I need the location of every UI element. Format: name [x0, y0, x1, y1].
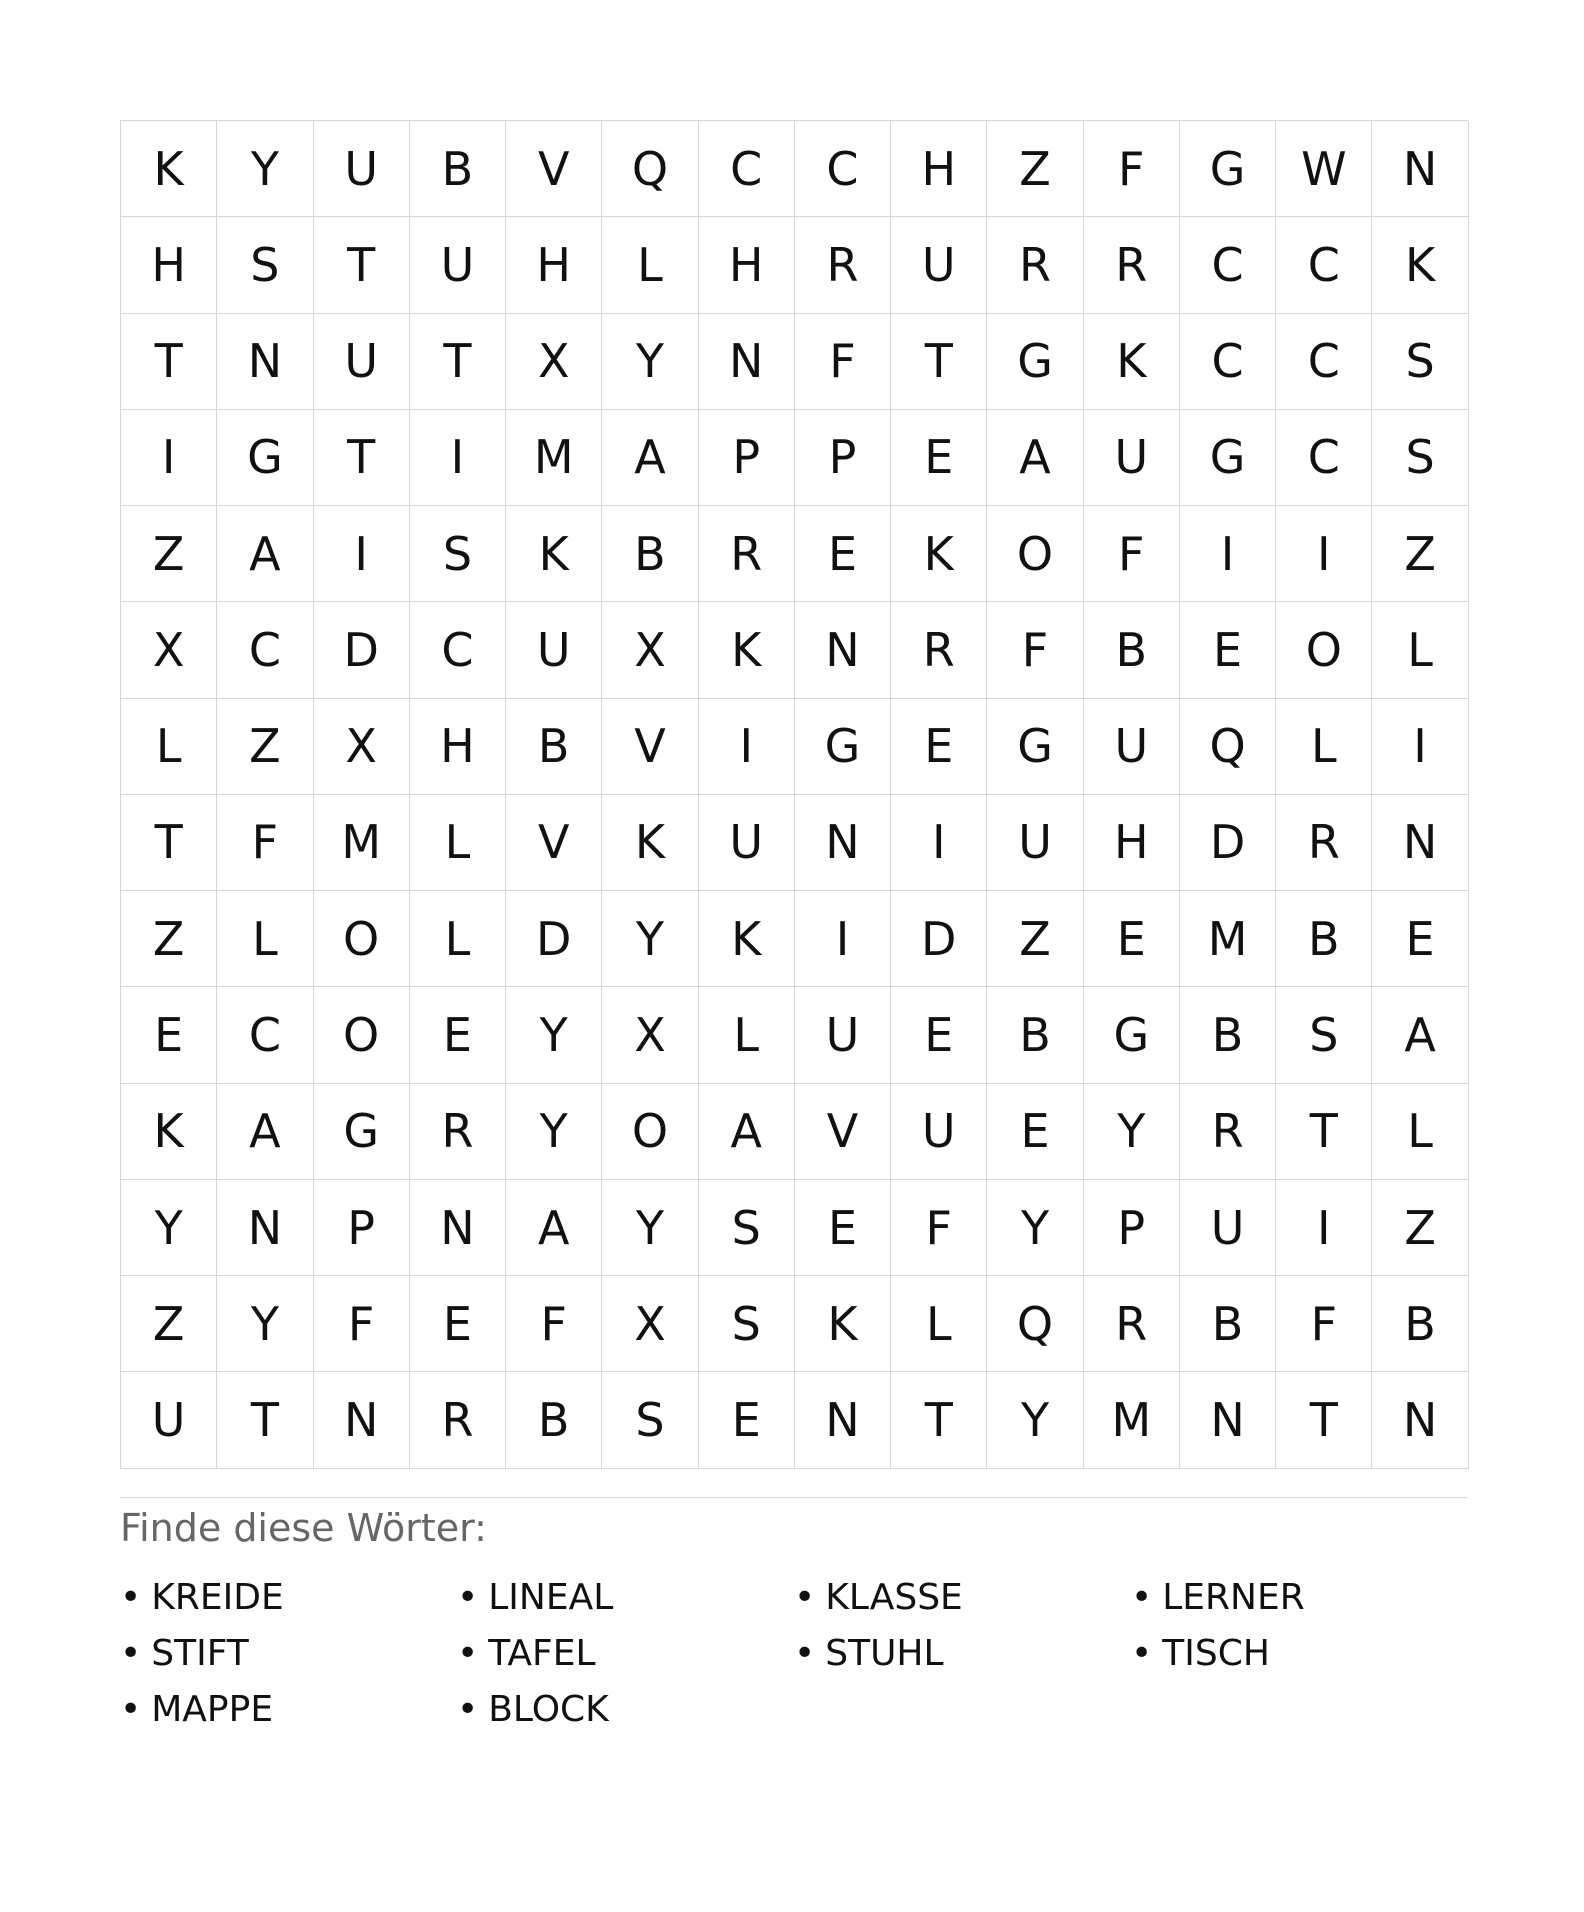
grid-cell[interactable]: H — [1084, 795, 1180, 891]
grid-cell[interactable]: O — [314, 987, 410, 1083]
grid-cell[interactable]: R — [699, 506, 795, 602]
grid-cell[interactable]: U — [1180, 1180, 1276, 1276]
grid-cell[interactable]: E — [891, 410, 987, 506]
grid-cell[interactable]: P — [699, 410, 795, 506]
grid-cell[interactable]: C — [1276, 410, 1372, 506]
grid-cell[interactable]: S — [1276, 987, 1372, 1083]
word-label: TISCH — [1162, 1632, 1270, 1674]
grid-cell[interactable]: Z — [1372, 1180, 1468, 1276]
grid-cell[interactable]: Q — [602, 121, 698, 217]
grid-cell[interactable]: A — [987, 410, 1083, 506]
grid-cell[interactable]: D — [506, 891, 602, 987]
grid-cell[interactable]: X — [602, 1276, 698, 1372]
grid-cell[interactable]: K — [795, 1276, 891, 1372]
grid-cell[interactable]: A — [1372, 987, 1468, 1083]
grid-cell[interactable]: O — [602, 1084, 698, 1180]
grid-cell[interactable]: G — [987, 314, 1083, 410]
grid-cell[interactable]: K — [1372, 217, 1468, 313]
grid-cell[interactable]: F — [506, 1276, 602, 1372]
grid-cell[interactable]: S — [699, 1276, 795, 1372]
grid-cell[interactable]: U — [314, 314, 410, 410]
grid-cell[interactable]: X — [602, 602, 698, 698]
grid-cell[interactable]: C — [795, 121, 891, 217]
grid-cell[interactable]: U — [314, 121, 410, 217]
grid-cell[interactable]: Z — [217, 699, 313, 795]
grid-cell[interactable]: T — [891, 314, 987, 410]
bullet-icon: • — [120, 1576, 142, 1618]
grid-cell[interactable]: E — [891, 987, 987, 1083]
word-label: TAFEL — [488, 1632, 596, 1674]
grid-cell[interactable]: G — [1180, 410, 1276, 506]
grid-cell[interactable]: F — [1084, 121, 1180, 217]
grid-cell[interactable]: S — [602, 1372, 698, 1468]
grid-cell[interactable]: U — [891, 217, 987, 313]
grid-cell[interactable]: R — [795, 217, 891, 313]
grid-cell[interactable]: E — [1084, 891, 1180, 987]
grid-cell[interactable]: Y — [987, 1180, 1083, 1276]
grid-cell[interactable]: N — [410, 1180, 506, 1276]
word-list-item — [794, 1570, 1131, 1626]
grid-cell[interactable]: D — [314, 602, 410, 698]
grid-cell[interactable]: K — [891, 506, 987, 602]
grid-cell[interactable]: C — [410, 602, 506, 698]
grid-cell[interactable]: B — [1180, 987, 1276, 1083]
grid-cell[interactable]: T — [314, 410, 410, 506]
grid-cell[interactable]: N — [314, 1372, 410, 1468]
word-list-item — [1131, 1626, 1468, 1682]
grid-cell[interactable]: B — [506, 699, 602, 795]
grid-cell[interactable]: Y — [506, 1084, 602, 1180]
grid-cell[interactable]: H — [410, 699, 506, 795]
grid-cell[interactable]: B — [1276, 891, 1372, 987]
grid-cell[interactable]: P — [795, 410, 891, 506]
grid-cell[interactable]: B — [410, 121, 506, 217]
bullet-icon: • — [120, 1688, 142, 1730]
grid-cell[interactable]: B — [602, 506, 698, 602]
grid-cell[interactable]: D — [1180, 795, 1276, 891]
grid-cell[interactable]: C — [1276, 217, 1372, 313]
grid-cell[interactable]: N — [699, 314, 795, 410]
grid-cell[interactable]: I — [1180, 506, 1276, 602]
grid-cell[interactable]: N — [795, 1372, 891, 1468]
grid-cell[interactable]: X — [314, 699, 410, 795]
grid-cell[interactable]: S — [410, 506, 506, 602]
word-list-item — [120, 1626, 457, 1682]
grid-cell[interactable]: K — [121, 1084, 217, 1180]
grid-cell[interactable]: L — [1276, 699, 1372, 795]
grid-cell[interactable]: E — [410, 987, 506, 1083]
grid-cell[interactable]: Q — [987, 1276, 1083, 1372]
grid-cell[interactable]: Z — [121, 891, 217, 987]
grid-cell[interactable]: T — [217, 1372, 313, 1468]
grid-cell[interactable]: Z — [987, 121, 1083, 217]
grid-cell[interactable]: F — [314, 1276, 410, 1372]
grid-cell[interactable]: T — [1276, 1084, 1372, 1180]
bullet-icon: • — [1131, 1632, 1153, 1674]
grid-cell[interactable]: I — [699, 699, 795, 795]
grid-cell[interactable]: U — [1084, 699, 1180, 795]
grid-cell[interactable]: C — [217, 602, 313, 698]
grid-cell[interactable]: L — [602, 217, 698, 313]
grid-cell[interactable]: C — [1276, 314, 1372, 410]
word-label: KREIDE — [151, 1576, 284, 1618]
grid-cell[interactable]: T — [121, 314, 217, 410]
word-search-puzzle — [120, 120, 1468, 1738]
grid-cell[interactable]: N — [1372, 121, 1468, 217]
grid-cell[interactable]: I — [314, 506, 410, 602]
grid-cell[interactable]: M — [1084, 1372, 1180, 1468]
grid-cell[interactable]: O — [1276, 602, 1372, 698]
letter-grid — [120, 120, 1468, 1469]
grid-cell[interactable]: Y — [602, 314, 698, 410]
bullet-icon: • — [794, 1632, 816, 1674]
word-list-item — [1131, 1570, 1468, 1626]
grid-cell[interactable]: R — [1276, 795, 1372, 891]
grid-cell[interactable]: H — [121, 217, 217, 313]
grid-cell[interactable]: U — [121, 1372, 217, 1468]
word-label: KLASSE — [825, 1576, 963, 1618]
grid-cell[interactable]: E — [1372, 891, 1468, 987]
grid-cell[interactable]: E — [1180, 602, 1276, 698]
grid-cell[interactable]: C — [1180, 217, 1276, 313]
word-label: MAPPE — [151, 1688, 274, 1730]
grid-cell[interactable]: B — [1084, 602, 1180, 698]
word-list-item — [457, 1570, 794, 1626]
grid-cell[interactable]: T — [314, 217, 410, 313]
grid-cell[interactable]: F — [217, 795, 313, 891]
grid-cell[interactable]: Y — [987, 1372, 1083, 1468]
grid-cell[interactable]: N — [217, 314, 313, 410]
grid-cell[interactable]: K — [699, 602, 795, 698]
grid-cell[interactable]: R — [1180, 1084, 1276, 1180]
grid-cell[interactable]: W — [1276, 121, 1372, 217]
grid-cell[interactable]: K — [121, 121, 217, 217]
grid-cell[interactable]: E — [795, 1180, 891, 1276]
grid-cell[interactable]: L — [1372, 1084, 1468, 1180]
grid-cell[interactable]: K — [699, 891, 795, 987]
grid-cell[interactable]: C — [217, 987, 313, 1083]
grid-cell[interactable]: B — [506, 1372, 602, 1468]
grid-cell[interactable]: R — [1084, 217, 1180, 313]
bullet-icon: • — [1131, 1576, 1153, 1618]
grid-cell[interactable]: V — [506, 795, 602, 891]
grid-cell[interactable]: R — [891, 602, 987, 698]
grid-cell[interactable]: D — [891, 891, 987, 987]
grid-cell[interactable]: I — [121, 410, 217, 506]
word-label: STIFT — [151, 1632, 249, 1674]
grid-cell[interactable]: O — [314, 891, 410, 987]
grid-cell[interactable]: I — [410, 410, 506, 506]
grid-cell[interactable]: P — [1084, 1180, 1180, 1276]
grid-cell[interactable]: U — [795, 987, 891, 1083]
grid-cell[interactable]: L — [410, 891, 506, 987]
grid-cell[interactable]: A — [602, 410, 698, 506]
grid-cell[interactable]: V — [506, 121, 602, 217]
word-list — [120, 1570, 1468, 1738]
grid-cell[interactable]: G — [1084, 987, 1180, 1083]
grid-cell[interactable]: S — [699, 1180, 795, 1276]
grid-cell[interactable]: S — [1372, 410, 1468, 506]
grid-cell[interactable]: N — [795, 795, 891, 891]
grid-cell[interactable]: B — [987, 987, 1083, 1083]
grid-cell[interactable]: I — [1372, 699, 1468, 795]
grid-cell[interactable]: Y — [121, 1180, 217, 1276]
grid-cell[interactable]: A — [217, 1084, 313, 1180]
grid-cell[interactable]: F — [891, 1180, 987, 1276]
grid-cell[interactable]: E — [795, 506, 891, 602]
grid-cell[interactable]: X — [121, 602, 217, 698]
grid-cell[interactable]: G — [1180, 121, 1276, 217]
grid-cell[interactable]: E — [699, 1372, 795, 1468]
bullet-icon: • — [120, 1632, 142, 1674]
grid-cell[interactable]: E — [121, 987, 217, 1083]
grid-cell[interactable]: N — [795, 602, 891, 698]
bullet-icon: • — [457, 1688, 479, 1730]
grid-cell[interactable]: U — [1084, 410, 1180, 506]
grid-cell[interactable]: S — [217, 217, 313, 313]
grid-cell[interactable]: A — [699, 1084, 795, 1180]
grid-cell[interactable]: L — [410, 795, 506, 891]
grid-cell[interactable]: T — [121, 795, 217, 891]
grid-cell[interactable]: V — [602, 699, 698, 795]
grid-cell[interactable]: I — [795, 891, 891, 987]
grid-cell[interactable]: E — [891, 699, 987, 795]
grid-cell[interactable]: E — [410, 1276, 506, 1372]
grid-cell[interactable]: N — [1372, 795, 1468, 891]
grid-cell[interactable]: Q — [1180, 699, 1276, 795]
word-label: STUHL — [825, 1632, 944, 1674]
grid-cell[interactable]: L — [217, 891, 313, 987]
grid-cell[interactable]: O — [987, 506, 1083, 602]
grid-cell[interactable]: G — [217, 410, 313, 506]
grid-cell[interactable]: A — [217, 506, 313, 602]
grid-cell[interactable]: X — [506, 314, 602, 410]
grid-cell[interactable]: U — [699, 795, 795, 891]
grid-cell[interactable]: U — [506, 602, 602, 698]
grid-cell[interactable]: T — [1276, 1372, 1372, 1468]
grid-cell[interactable]: M — [506, 410, 602, 506]
grid-cell[interactable]: V — [795, 1084, 891, 1180]
grid-cell[interactable]: P — [314, 1180, 410, 1276]
bullet-icon: • — [457, 1576, 479, 1618]
word-list-item — [457, 1682, 794, 1738]
grid-cell[interactable]: A — [506, 1180, 602, 1276]
grid-cell[interactable]: R — [410, 1084, 506, 1180]
grid-cell[interactable]: G — [795, 699, 891, 795]
grid-cell[interactable]: Y — [602, 1180, 698, 1276]
grid-cell[interactable]: M — [314, 795, 410, 891]
grid-cell[interactable]: Y — [506, 987, 602, 1083]
grid-cell[interactable]: L — [121, 699, 217, 795]
grid-cell[interactable]: N — [217, 1180, 313, 1276]
grid-cell[interactable]: R — [1084, 1276, 1180, 1372]
grid-cell[interactable]: Y — [217, 1276, 313, 1372]
word-list-item — [794, 1626, 1131, 1682]
grid-cell[interactable]: B — [1180, 1276, 1276, 1372]
grid-cell[interactable]: I — [1276, 506, 1372, 602]
grid-cell[interactable]: Z — [987, 891, 1083, 987]
grid-cell[interactable]: Y — [602, 891, 698, 987]
grid-cell[interactable]: M — [1180, 891, 1276, 987]
grid-cell[interactable]: I — [1276, 1180, 1372, 1276]
grid-cell[interactable]: E — [987, 1084, 1083, 1180]
grid-cell[interactable]: L — [1372, 602, 1468, 698]
word-label: BLOCK — [488, 1688, 609, 1730]
grid-cell[interactable]: N — [1180, 1372, 1276, 1468]
grid-cell[interactable]: K — [506, 506, 602, 602]
grid-cell[interactable]: L — [891, 1276, 987, 1372]
grid-cell[interactable]: R — [410, 1372, 506, 1468]
grid-cell[interactable]: T — [410, 314, 506, 410]
grid-cell[interactable]: H — [506, 217, 602, 313]
word-label: LERNER — [1162, 1576, 1305, 1618]
grid-cell[interactable]: F — [987, 602, 1083, 698]
grid-cell[interactable]: U — [987, 795, 1083, 891]
grid-cell[interactable]: C — [699, 121, 795, 217]
grid-cell[interactable]: F — [795, 314, 891, 410]
grid-cell[interactable]: H — [891, 121, 987, 217]
grid-cell[interactable]: K — [1084, 314, 1180, 410]
word-label: LINEAL — [488, 1576, 614, 1618]
grid-cell[interactable]: S — [1372, 314, 1468, 410]
grid-cell[interactable]: I — [891, 795, 987, 891]
grid-cell[interactable]: Z — [121, 506, 217, 602]
word-list-item — [457, 1626, 794, 1682]
grid-cell[interactable]: U — [891, 1084, 987, 1180]
divider — [120, 1497, 1468, 1498]
grid-cell[interactable]: N — [1372, 1372, 1468, 1468]
grid-cell[interactable]: X — [602, 987, 698, 1083]
grid-cell[interactable]: Y — [217, 121, 313, 217]
bullet-icon: • — [794, 1576, 816, 1618]
grid-cell[interactable]: H — [699, 217, 795, 313]
grid-cell[interactable]: U — [410, 217, 506, 313]
grid-cell[interactable]: F — [1084, 506, 1180, 602]
grid-cell[interactable]: Z — [1372, 506, 1468, 602]
grid-cell[interactable]: T — [891, 1372, 987, 1468]
grid-cell[interactable]: Z — [121, 1276, 217, 1372]
grid-cell[interactable]: B — [1372, 1276, 1468, 1372]
grid-cell[interactable]: R — [987, 217, 1083, 313]
grid-cell[interactable]: F — [1276, 1276, 1372, 1372]
grid-cell[interactable]: C — [1180, 314, 1276, 410]
grid-cell[interactable]: Y — [1084, 1084, 1180, 1180]
grid-cell[interactable]: L — [699, 987, 795, 1083]
bullet-icon: • — [457, 1632, 479, 1674]
grid-cell[interactable]: G — [314, 1084, 410, 1180]
grid-cell[interactable]: G — [987, 699, 1083, 795]
word-list-item — [120, 1570, 457, 1626]
word-list-heading: Finde diese Wörter: — [120, 1505, 487, 1550]
word-list-item — [120, 1682, 457, 1738]
grid-cell[interactable]: K — [602, 795, 698, 891]
